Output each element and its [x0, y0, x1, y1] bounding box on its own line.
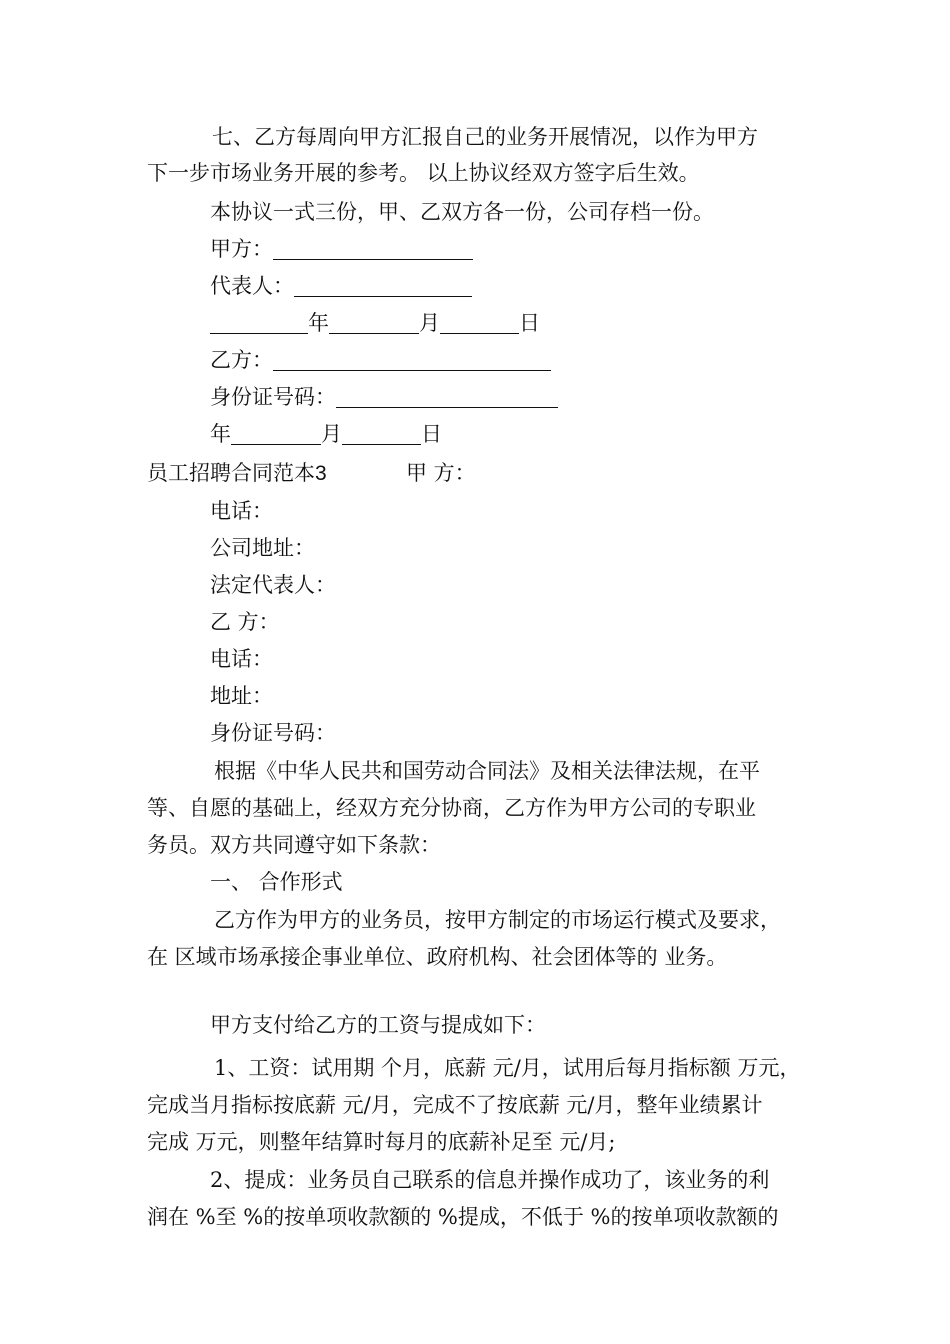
party-a-signature-line: [210, 235, 473, 263]
intro-paragraph-line-2: 等、自愿的基础上，经双方充分协商，乙方作为甲方公司的专职业: [147, 796, 756, 820]
section-1-title: 一、 合作形式: [210, 870, 343, 894]
contract-party-a-label: 甲 方：: [406, 461, 476, 485]
representative-blank: [294, 276, 472, 297]
party-a-label: 甲方：: [210, 237, 273, 261]
date-line-1: [210, 309, 540, 337]
section-1-line-2: 在 区域市场承接企事业单位、政府机构、社会团体等的 业务。: [147, 945, 728, 969]
year-label: 年: [308, 311, 329, 335]
pay-intro: 甲方支付给乙方的工资与提成如下：: [210, 1013, 546, 1037]
month-label-2: 月: [321, 422, 342, 446]
year-blank: [210, 313, 308, 334]
contract-3-heading: [147, 459, 327, 488]
company-address-label: 公司地址：: [210, 536, 315, 560]
salary-line-1: 1、工资：试用期 个月，底薪 元/月，试用后每月指标额 万元，: [214, 1056, 801, 1080]
date-line-2: [210, 420, 442, 448]
year-label-2: 年: [210, 422, 231, 446]
phone-label: 电话：: [210, 499, 273, 523]
day-label: 日: [519, 311, 540, 335]
representative-label: 代表人：: [210, 274, 294, 298]
contract-heading-number: 3: [315, 462, 327, 485]
legal-representative-label: 法定代表人：: [210, 573, 336, 597]
party-b-label: 乙方：: [210, 348, 273, 372]
copies-note: 本协议一式三份，甲、乙双方各一份，公司存档一份。: [210, 200, 714, 224]
commission-line-1: 2、提成：业务员自己联系的信息并操作成功了，该业务的利: [210, 1168, 770, 1192]
intro-paragraph-line-1: 根据《中华人民共和国劳动合同法》及相关法律法规，在平: [214, 759, 760, 783]
commission-line-2: 润在 %至 %的按单项收款额的 %提成，不低于 %的按单项收款额的: [147, 1205, 779, 1229]
contract-party-b-label: 乙 方：: [210, 610, 280, 634]
id-number-label: 身份证号码：: [210, 385, 336, 409]
address-label: 地址：: [210, 684, 273, 708]
party-b-blank: [273, 350, 551, 371]
salary-line-3: 完成 万元，则整年结算时每月的底薪补足至 元/月;: [147, 1130, 616, 1154]
clause-7-line-2: 下一步市场业务开展的参考。 以上协议经双方签字后生效。: [147, 161, 700, 185]
month-blank-2: [231, 424, 321, 445]
id-number-signature-line: [210, 383, 558, 411]
intro-paragraph-line-3: 务员。双方共同遵守如下条款：: [147, 833, 441, 857]
clause-7-line-1: 七、乙方每周向甲方汇报自己的业务开展情况，以作为甲方: [212, 125, 758, 149]
day-blank: [440, 313, 519, 334]
phone-label-2: 电话：: [210, 647, 273, 671]
day-label-2: 日: [421, 422, 442, 446]
section-1-line-1: 乙方作为甲方的业务员，按甲方制定的市场运行模式及要求，: [214, 908, 781, 932]
day-blank-2: [342, 424, 421, 445]
contract-heading-text: 员工招聘合同范本: [147, 461, 315, 485]
month-blank: [329, 313, 419, 334]
representative-signature-line: [210, 272, 472, 300]
month-label: 月: [419, 311, 440, 335]
party-b-signature-line: [210, 346, 551, 374]
salary-line-2: 完成当月指标按底薪 元/月，完成不了按底薪 元/月，整年业绩累计: [147, 1093, 763, 1117]
id-number-blank: [336, 387, 558, 408]
party-a-blank: [273, 239, 473, 260]
contract-id-number-label: 身份证号码：: [210, 721, 336, 745]
